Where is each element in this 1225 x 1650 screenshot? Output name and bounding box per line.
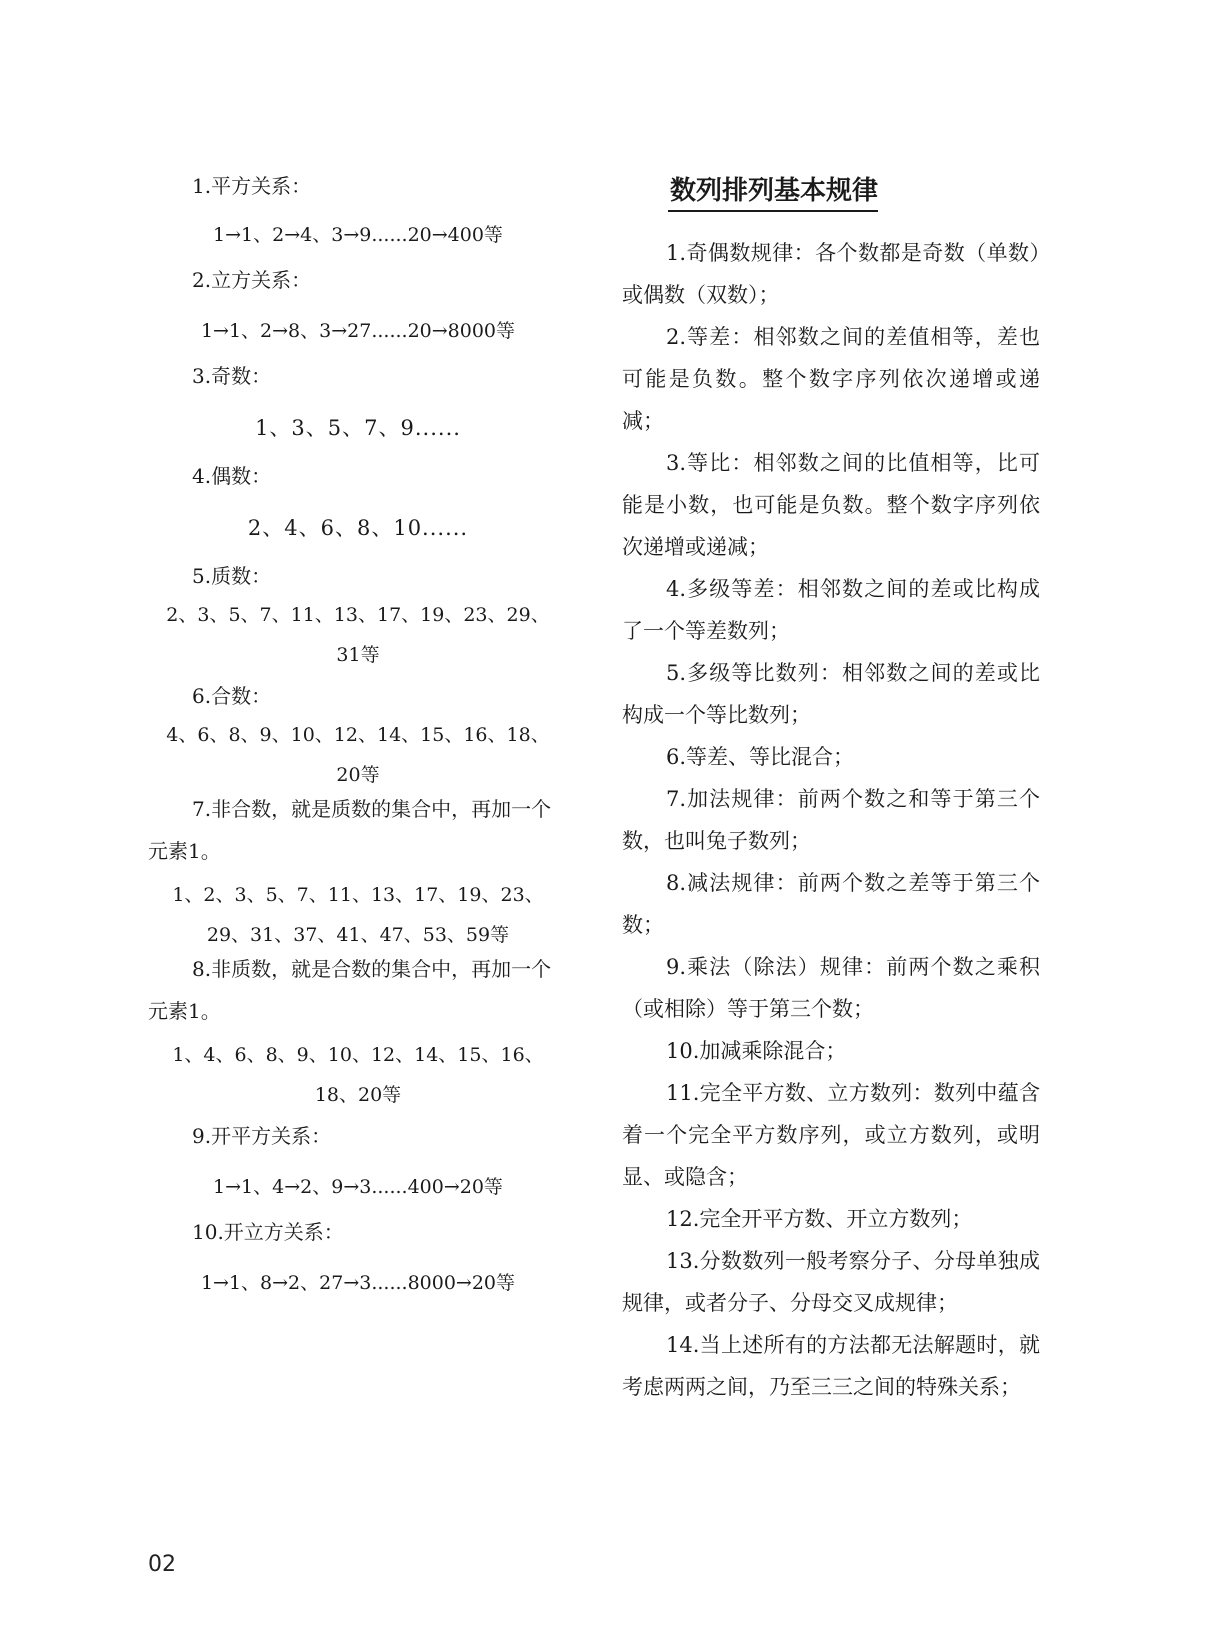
rule-paragraph: 11.完全平方数、立方数列：数列中蕴含着一个完全平方数序列，或立方数列，或明显、或隐含； (622, 1081, 1040, 1189)
sequence-line: 1→1、2→4、3→9......20→400等 (213, 224, 503, 246)
sequence-line: 31等 (336, 644, 380, 666)
sequence-line: 2、3、5、7、11、13、17、19、23、29、 (166, 604, 550, 626)
sequence-line: 1→1、2→8、3→27......20→8000等 (200, 320, 516, 342)
item-heading: 10.开立方关系： (192, 1220, 344, 1244)
sequence-line: 1、3、5、7、9...... (255, 416, 461, 440)
rule-paragraph: 8.减法规律：前两个数之差等于第三个数； (622, 871, 1040, 937)
rule-paragraph: 13.分数数列一般考察分子、分母单独成规律，或者分子、分母交叉成规律； (622, 1249, 1040, 1315)
item-heading: 1.平方关系： (192, 174, 312, 198)
item-heading: 6.合数： (192, 684, 272, 708)
sequence-line: 1→1、8→2、27→3......8000→20等 (200, 1272, 516, 1294)
sequence-line: 1→1、4→2、9→3......400→20等 (213, 1176, 503, 1198)
sequence-line: 2、4、6、8、10...... (247, 516, 469, 540)
section-title: 数列排列基本规律 (670, 176, 879, 206)
rule-paragraph: 14.当上述所有的方法都无法解题时，就考虑两两之间，乃至三三之间的特殊关系； (622, 1333, 1040, 1399)
item-heading: 4.偶数： (192, 464, 272, 488)
rule-paragraph: 1.奇偶数规律：各个数都是奇数（单数）或偶数（双数）； (622, 241, 1040, 307)
rule-paragraph: 10.加减乘除混合； (666, 1039, 847, 1063)
rule-paragraph: 4.多级等差：相邻数之间的差或比构成了一个等差数列； (622, 577, 1040, 643)
rule-paragraph: 7.加法规律：前两个数之和等于第三个数，也叫兔子数列； (622, 787, 1040, 853)
sequence-line: 18、20等 (314, 1084, 402, 1106)
item-heading: 9.开平方关系： (192, 1124, 332, 1148)
sequence-line: 4、6、8、9、10、12、14、15、16、18、 (166, 724, 550, 746)
rule-paragraph: 6.等差、等比混合； (666, 745, 855, 769)
rule-paragraph: 5.多级等比数列：相邻数之间的差或比构成一个等比数列； (622, 661, 1040, 727)
page-number: 02 (148, 1552, 176, 1577)
rule-paragraph: 3.等比：相邻数之间的比值相等，比可能是小数，也可能是负数。整个数字序列依次递增或递减； (622, 451, 1040, 559)
item-heading: 2.立方关系： (192, 268, 312, 292)
title-underline (668, 210, 878, 212)
rules-list (622, 232, 1040, 1408)
item-heading: 3.奇数： (192, 364, 272, 388)
item-paragraph: 7.非合数，就是质数的集合中，再加一个元素1。 (148, 797, 552, 863)
rule-paragraph: 12.完全开平方数、开立方数列； (666, 1207, 973, 1231)
rule-paragraph: 2.等差：相邻数之间的差值相等，差也可能是负数。整个数字序列依次递增或递减； (622, 325, 1040, 433)
sequence-line: 1、4、6、8、9、10、12、14、15、16、 (172, 1044, 544, 1066)
item-paragraph: 8.非质数，就是合数的集合中，再加一个元素1。 (148, 957, 552, 1023)
item-heading: 5.质数： (192, 564, 272, 588)
sequence-line: 20等 (336, 764, 380, 786)
sequence-line: 29、31、37、41、47、53、59等 (206, 924, 510, 946)
rule-paragraph: 9.乘法（除法）规律：前两个数之乘积（或相除）等于第三个数； (622, 955, 1040, 1021)
sequence-line: 1、2、3、5、7、11、13、17、19、23、 (172, 884, 544, 906)
